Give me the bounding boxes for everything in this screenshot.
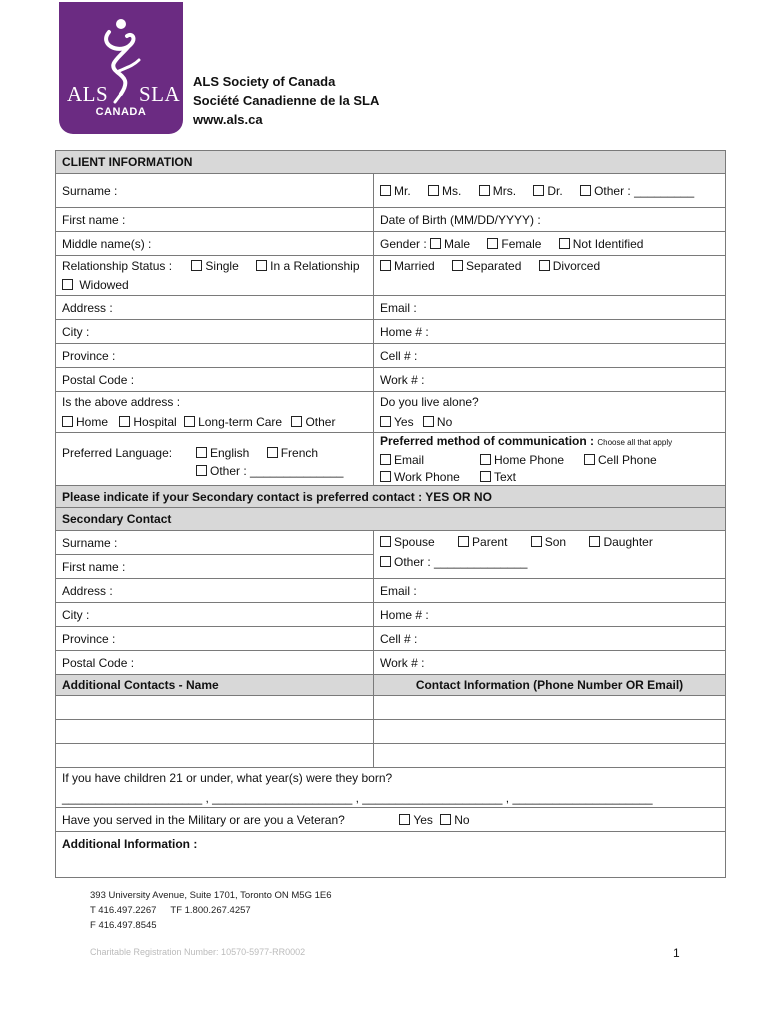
military-no-option[interactable]: No — [440, 813, 469, 827]
secondary-home-phone-field[interactable]: Home # : — [374, 603, 726, 627]
checkbox-icon[interactable] — [380, 260, 391, 271]
secondary-province-field[interactable]: Province : — [56, 627, 374, 651]
relationship-single-option[interactable]: Single — [191, 259, 238, 273]
relation-son-option[interactable]: Son — [531, 535, 566, 549]
middle-name-field[interactable]: Middle name(s) : — [56, 232, 374, 256]
additional-contacts-name-header: Additional Contacts - Name — [56, 675, 374, 696]
relation-parent-option[interactable]: Parent — [458, 535, 507, 549]
checkbox-icon[interactable] — [119, 416, 130, 427]
checkbox-icon[interactable] — [440, 814, 451, 825]
secondary-email-field[interactable]: Email : — [374, 579, 726, 603]
checkbox-icon[interactable] — [539, 260, 550, 271]
dob-field[interactable]: Date of Birth (MM/DD/YYYY) : — [374, 208, 726, 232]
additional-contact-name-cell[interactable] — [56, 696, 374, 720]
section-title-secondary: Secondary Contact — [56, 508, 726, 531]
checkbox-icon[interactable] — [191, 260, 202, 271]
client-form — [55, 150, 726, 878]
additional-contact-info-cell[interactable] — [374, 696, 726, 720]
checkbox-icon[interactable] — [256, 260, 267, 271]
page-number: 1 — [673, 946, 680, 960]
title-ms-option[interactable]: Ms. — [428, 184, 461, 198]
comm-home-phone-option[interactable]: Home Phone — [480, 452, 584, 468]
checkbox-icon[interactable] — [480, 471, 491, 482]
logo-sla-text: SLA — [139, 82, 181, 106]
cell-phone-field[interactable]: Cell # : — [374, 344, 726, 368]
additional-contacts-info-header: Contact Information (Phone Number OR Email) — [374, 675, 726, 696]
address-home-option[interactable]: Home — [62, 415, 108, 429]
additional-contact-name-cell[interactable] — [56, 744, 374, 768]
org-name-en: ALS Society of Canada — [193, 74, 336, 89]
checkbox-icon[interactable] — [479, 185, 490, 196]
org-url[interactable]: www.als.ca — [193, 112, 263, 127]
live-alone-options: Do you live alone? Yes No — [374, 392, 726, 433]
checkbox-icon[interactable] — [428, 185, 439, 196]
work-phone-field[interactable]: Work # : — [374, 368, 726, 392]
footer-address: 393 University Avenue, Suite 1701, Toronto ON M5G 1E6 — [90, 890, 332, 901]
relation-other-option[interactable]: Other : ______________ — [380, 554, 719, 570]
address-type-options: Is the above address : Home Hospital Long-term Care Other — [56, 392, 374, 433]
checkbox-icon[interactable] — [399, 814, 410, 825]
gender-not-identified-option[interactable]: Not Identified — [559, 237, 644, 251]
communication-options: Preferred method of communication : Choose all that apply Email Home Phone Cell Phone Work Phone Text — [374, 433, 726, 486]
secondary-preferred-question: Please indicate if your Secondary contact is preferred contact : YES OR NO — [56, 486, 726, 508]
relationship-widowed-option[interactable]: Widowed — [62, 277, 367, 293]
relation-daughter-option[interactable]: Daughter — [589, 535, 652, 549]
language-english-option[interactable]: English — [196, 446, 249, 460]
additional-contact-info-cell[interactable] — [374, 744, 726, 768]
checkbox-icon[interactable] — [380, 536, 391, 547]
logo-als-text: ALS — [67, 82, 109, 106]
additional-contact-name-cell[interactable] — [56, 720, 374, 744]
title-mr-option[interactable]: Mr. — [380, 184, 411, 198]
relationship-married-option[interactable]: Married — [380, 259, 435, 273]
checkbox-icon[interactable] — [380, 416, 391, 427]
additional-information-field[interactable]: Additional Information : — [56, 832, 726, 878]
logo-canada-text: CANADA — [95, 106, 147, 118]
title-other-option[interactable]: Other : _________ — [580, 184, 694, 198]
secondary-relation-options — [374, 531, 726, 579]
address-hospital-option[interactable]: Hospital — [119, 415, 176, 429]
checkbox-icon[interactable] — [430, 238, 441, 249]
email-field[interactable]: Email : — [374, 296, 726, 320]
language-french-option[interactable]: French — [267, 446, 318, 460]
checkbox-icon[interactable] — [458, 536, 469, 547]
checkbox-icon[interactable] — [184, 416, 195, 427]
checkbox-icon[interactable] — [380, 185, 391, 196]
footer-contact — [90, 888, 332, 933]
checkbox-icon[interactable] — [196, 465, 207, 476]
checkbox-icon[interactable] — [580, 185, 591, 196]
checkbox-icon[interactable] — [487, 238, 498, 249]
comm-cell-phone-option[interactable]: Cell Phone — [584, 453, 657, 467]
comm-text-option[interactable]: Text — [480, 470, 516, 484]
checkbox-icon[interactable] — [452, 260, 463, 271]
checkbox-icon[interactable] — [196, 447, 207, 458]
gender-male-option[interactable]: Male — [430, 237, 470, 251]
title-mrs-option[interactable]: Mrs. — [479, 184, 516, 198]
secondary-cell-phone-field[interactable]: Cell # : — [374, 627, 726, 651]
secondary-city-field[interactable]: City : — [56, 603, 374, 627]
address-other-option[interactable]: Other — [291, 415, 335, 429]
city-field[interactable]: City : — [56, 320, 374, 344]
address-field[interactable]: Address : — [56, 296, 374, 320]
checkbox-icon[interactable] — [380, 471, 391, 482]
relationship-separated-option[interactable]: Separated — [452, 259, 521, 273]
first-name-field[interactable]: First name : — [56, 208, 374, 232]
secondary-surname-field[interactable]: Surname : — [56, 531, 374, 555]
checkbox-icon[interactable] — [380, 556, 391, 567]
military-question: Have you served in the Military or are you a Veteran? Yes No — [56, 808, 726, 832]
footer-fax: F 416.497.8545 — [90, 920, 157, 931]
section-title-client: CLIENT INFORMATION — [56, 151, 726, 174]
secondary-work-phone-field[interactable]: Work # : — [374, 651, 726, 675]
title-dr-option[interactable]: Dr. — [533, 184, 562, 198]
additional-contact-info-cell[interactable] — [374, 720, 726, 744]
footer-tel: T 416.497.2267 — [90, 905, 157, 916]
title-options — [374, 174, 726, 208]
secondary-postal-code-field[interactable]: Postal Code : — [56, 651, 374, 675]
org-name-fr: Société Canadienne de la SLA — [193, 93, 380, 108]
checkbox-icon[interactable] — [62, 416, 73, 427]
checkbox-icon[interactable] — [267, 447, 278, 458]
checkbox-icon[interactable] — [589, 536, 600, 547]
language-options: Preferred Language: English French Other : ______________ — [56, 433, 374, 486]
checkbox-icon[interactable] — [531, 536, 542, 547]
organization-header — [193, 72, 379, 129]
checkbox-icon[interactable] — [559, 238, 570, 249]
relationship-divorced-option[interactable]: Divorced — [539, 259, 600, 273]
relationship-in-relationship-option[interactable]: In a Relationship — [256, 259, 359, 273]
province-field[interactable]: Province : — [56, 344, 374, 368]
secondary-address-field[interactable]: Address : — [56, 579, 374, 603]
checkbox-icon[interactable] — [62, 279, 73, 290]
relationship-options-cont — [374, 256, 726, 296]
footer-tollfree: TF 1.800.267.4257 — [170, 905, 251, 916]
checkbox-icon[interactable] — [533, 185, 544, 196]
checkbox-icon[interactable] — [423, 416, 434, 427]
comm-email-option[interactable]: Email — [380, 452, 480, 468]
gender-female-option[interactable]: Female — [487, 237, 541, 251]
checkbox-icon[interactable] — [291, 416, 302, 427]
checkbox-icon[interactable] — [380, 454, 391, 465]
secondary-first-name-field[interactable]: First name : — [56, 555, 374, 579]
address-ltc-option[interactable]: Long-term Care — [184, 415, 282, 429]
surname-field[interactable]: Surname : — [56, 174, 374, 208]
home-phone-field[interactable]: Home # : — [374, 320, 726, 344]
postal-code-field[interactable]: Postal Code : — [56, 368, 374, 392]
gender-options: Gender : Male Female Not Identified — [374, 232, 726, 256]
live-alone-no-option[interactable]: No — [423, 415, 452, 429]
military-yes-option[interactable]: Yes — [399, 813, 433, 827]
comm-work-phone-option[interactable]: Work Phone — [380, 469, 480, 485]
relationship-options: Relationship Status : Single In a Relationship Widowed — [56, 256, 374, 296]
checkbox-icon[interactable] — [480, 454, 491, 465]
relation-spouse-option[interactable]: Spouse — [380, 535, 435, 549]
children-birth-years[interactable]: If you have children 21 or under, what year(s) were they born? _____________________ , _____________________ , _____________________ , _____________________ — [56, 768, 726, 808]
charity-registration: Charitable Registration Number: 10570-5977-RR0002 — [90, 947, 306, 957]
als-logo — [59, 2, 183, 134]
live-alone-yes-option[interactable]: Yes — [380, 415, 414, 429]
language-other-option[interactable]: Other : ______________ — [196, 463, 343, 479]
checkbox-icon[interactable] — [584, 454, 595, 465]
